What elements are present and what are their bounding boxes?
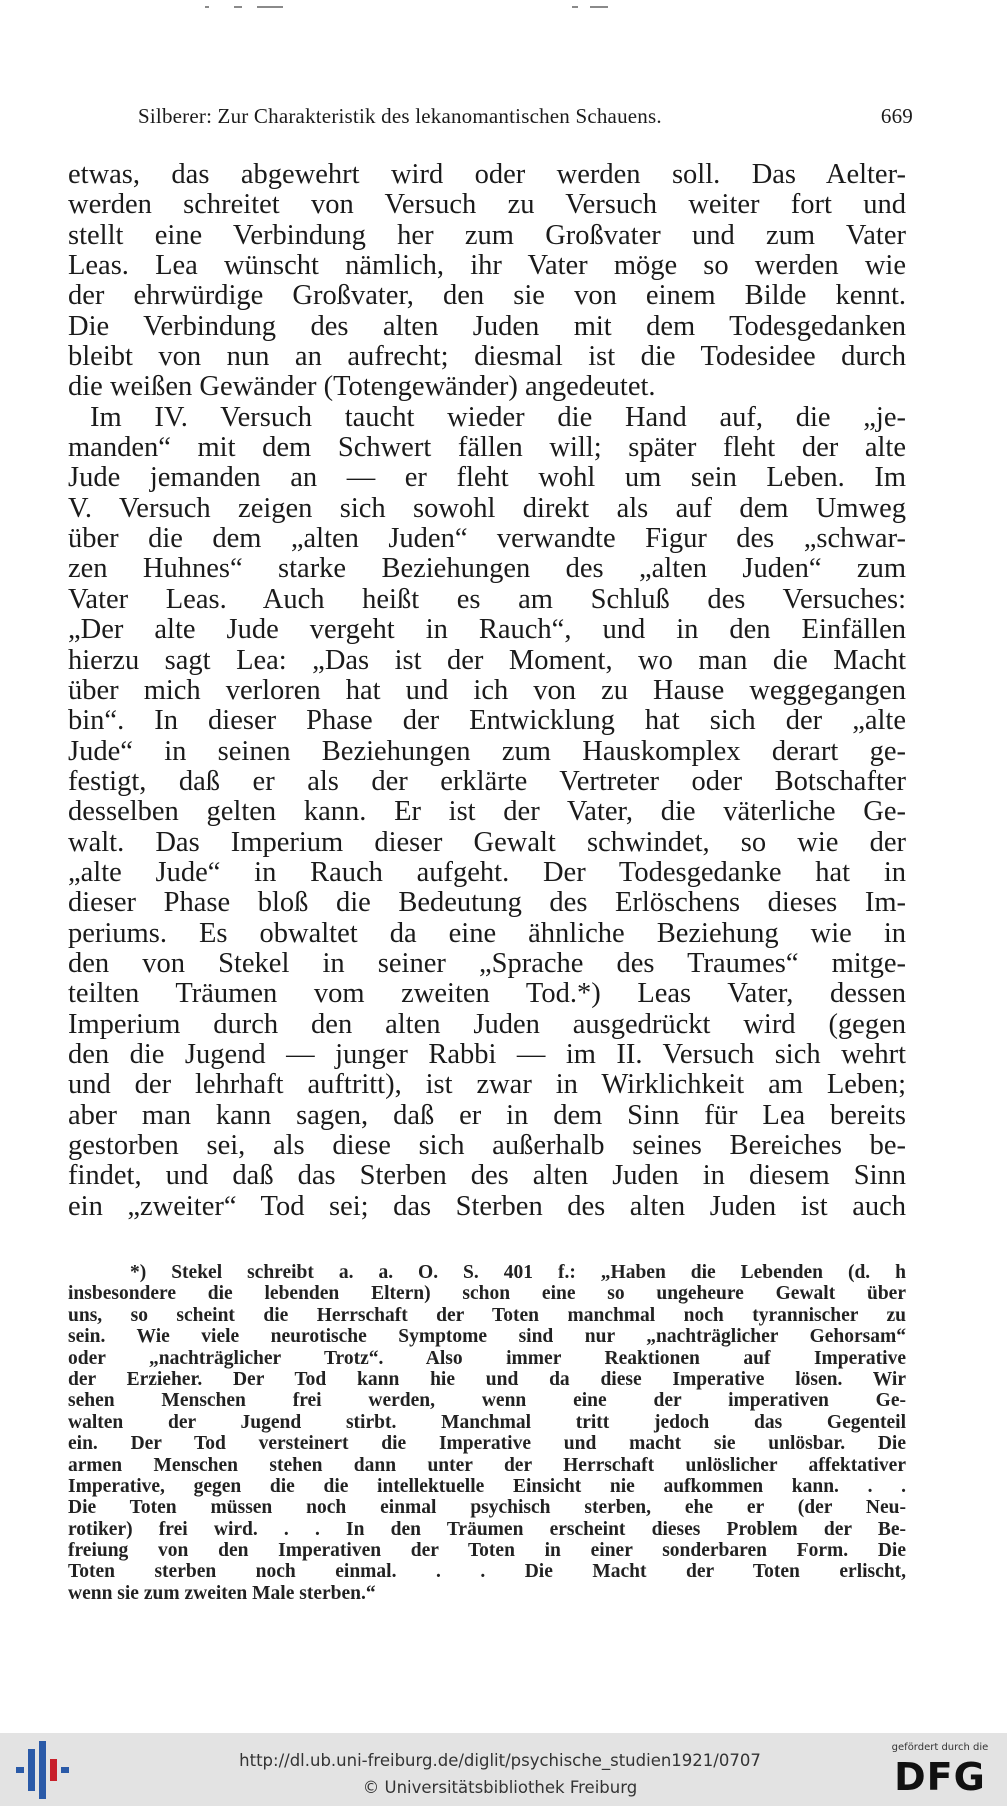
text-line: aber man kann sagen, daß er in dem Sinn für Lea bereits — [68, 1099, 906, 1131]
text-line: V. Versuch zeigen sich sowohl direkt als auf dem Umweg — [68, 492, 906, 524]
text-line: bleibt von nun an aufrecht; diesmal ist die Todesidee durch — [68, 341, 906, 373]
text-line: etwas, das abgewehrt wird oder werden soll. Das Aelter- — [68, 159, 906, 190]
footnote-line: Toten sterben noch einmal. . . Die Macht der Toten erlischt, — [68, 1561, 906, 1583]
text-line: periums. Es obwaltet da eine ähnliche Beziehung wie in — [68, 917, 906, 949]
footnote-line: wenn sie zum zweiten Male sterben.“ — [68, 1582, 376, 1604]
scan-mark — [234, 6, 242, 8]
text-line: festigt, daß er als der erklärte Vertreter oder Botschafter — [68, 765, 906, 797]
text-line: dieser Phase bloß die Bedeutung des Erlöschens dieses Im- — [68, 887, 906, 919]
text-line: hierzu sagt Lea: „Das ist der Moment, wo man die Macht — [68, 644, 906, 676]
page-header — [138, 100, 913, 134]
running-title: Silberer: Zur Charakteristik des lekanomantischen Schauens. — [138, 104, 662, 128]
page-number: 669 — [880, 104, 913, 128]
footnote — [68, 1262, 906, 1604]
footnote-line: freiung von den Imperativen der Toten in einer sonderbaren Form. Die — [68, 1540, 906, 1562]
text-line: die weißen Gewänder (Totengewänder) angedeutet. — [68, 371, 656, 403]
footnote-line: der Erzieher. Der Tod kann hie und da diese Imperative lösen. Wir — [68, 1368, 906, 1390]
body-text — [68, 160, 906, 1222]
text-line: den von Stekel in seiner „Sprache des Traumes“ mitge- — [68, 947, 906, 979]
text-line: werden schreitet von Versuch zu Versuch weiter fort und — [68, 189, 906, 221]
footnote-line: uns, so scheint die Herrschaft der Toten manchmal noch tyrannischer zu — [68, 1304, 906, 1326]
footer-bar — [0, 1733, 1007, 1806]
text-line: den die Jugend — junger Rabbi — im II. Versuch sich wehrt — [68, 1038, 906, 1070]
text-line: manden“ mit dem Schwert fällen will; später fleht der alte — [68, 432, 906, 464]
footnote-line: oder „nachträglicher Trotz“. Also immer Reaktionen auf Imperative — [68, 1347, 906, 1369]
footnote-line: *) Stekel schreibt a. a. O. S. 401 f.: „Haben die Lebenden (d. h — [130, 1262, 906, 1283]
footnote-line: rotiker) frei wird. . . In den Träumen erscheint dieses Problem der Be- — [68, 1518, 906, 1540]
text-line: ein „zweiter“ Tod sei; das Sterben des alten Juden ist auch — [68, 1190, 906, 1222]
funder-note: gefördert durch die — [891, 1742, 989, 1753]
scan-mark — [205, 6, 209, 8]
text-line: der ehrwürdige Großvater, den sie von einem Bilde kennt. — [68, 280, 906, 312]
text-line: über mich verloren hat und ich von zu Hause weggegangen — [68, 674, 906, 706]
footnote-line: sein. Wie viele neurotische Symptome sind nur „nachträglicher Gehorsam“ — [68, 1326, 906, 1348]
text-line: findet, und daß das Sterben des alten Juden in diesem Sinn — [68, 1160, 906, 1192]
scan-mark — [590, 6, 608, 8]
text-line: gestorben sei, als diese sich außerhalb seines Bereiches be- — [68, 1130, 906, 1161]
text-line: stellt eine Verbindung her zum Großvater und zum Vater — [68, 219, 906, 251]
text-line: Vater Leas. Auch heißt es am Schluß des Versuches: — [68, 583, 906, 615]
text-line: Leas. Lea wünscht nämlich, ihr Vater möge so werden wie — [68, 250, 906, 282]
library-logo-icon — [14, 1741, 70, 1799]
dfg-logo: DFG — [894, 1755, 986, 1799]
scan-artifacts — [0, 6, 1007, 20]
text-line: Imperium durch den alten Juden ausgedrückt wird (gegen — [68, 1008, 906, 1040]
footnote-line: walten der Jugend stirbt. Manchmal tritt jedoch das Gegenteil — [68, 1411, 906, 1433]
text-line: walt. Das Imperium dieser Gewalt schwindet, so wie der — [68, 826, 906, 858]
scan-mark — [257, 6, 283, 8]
text-line: desselben gelten kann. Er ist der Vater, die väterliche Ge- — [68, 796, 906, 828]
footnote-line: armen Menschen stehen dann unter der Herrschaft unlöslicher affektativer — [68, 1454, 906, 1476]
document-url[interactable]: http://dl.ub.uni-freiburg.de/diglit/psychische_studien1921/0707 — [239, 1751, 761, 1770]
text-line: zen Huhnes“ starke Beziehungen des „alten Juden“ zum — [68, 553, 906, 585]
text-line: teilten Träumen vom zweiten Tod.*) Leas Vater, dessen — [68, 978, 906, 1010]
footnote-line: sehen Menschen frei werden, wenn eine der imperativen Ge- — [68, 1390, 906, 1412]
footnote-line: insbesondere die lebenden Eltern) schon eine so ungeheure Gewalt über — [68, 1283, 906, 1305]
text-line: Im IV. Versuch taucht wieder die Hand auf, die „je- — [90, 401, 906, 433]
text-line: und der lehrhaft auftritt), ist zwar in Wirklichkeit am Leben; — [68, 1069, 906, 1101]
text-line: Die Verbindung des alten Juden mit dem Todesgedanken — [68, 310, 906, 342]
text-line: „Der alte Jude vergeht in Rauch“, und in den Einfällen — [68, 614, 906, 646]
text-line: „alte Jude“ in Rauch aufgeht. Der Todesgedanke hat in — [68, 856, 906, 888]
footnote-line: Imperative, gegen die die intellektuelle Einsicht nie aufkommen kann. . . — [68, 1475, 906, 1497]
scan-mark — [572, 6, 578, 8]
text-line: bin“. In dieser Phase der Entwicklung hat sich der „alte — [68, 705, 906, 737]
text-line: Jude“ in seinen Beziehungen zum Hauskomplex derart ge- — [68, 735, 906, 767]
copyright-notice: © Universitätsbibliothek Freiburg — [362, 1778, 638, 1797]
footnote-line: Die Toten müssen noch einmal psychisch sterben, ehe er (der Neu- — [68, 1497, 906, 1519]
text-line: über die dem „alten Juden“ verwandte Figur des „schwar- — [68, 523, 906, 555]
text-line: Jude jemanden an — er fleht wohl um sein Leben. Im — [68, 462, 906, 494]
footnote-line: ein. Der Tod versteinert die Imperative und macht sie unlösbar. Die — [68, 1433, 906, 1455]
